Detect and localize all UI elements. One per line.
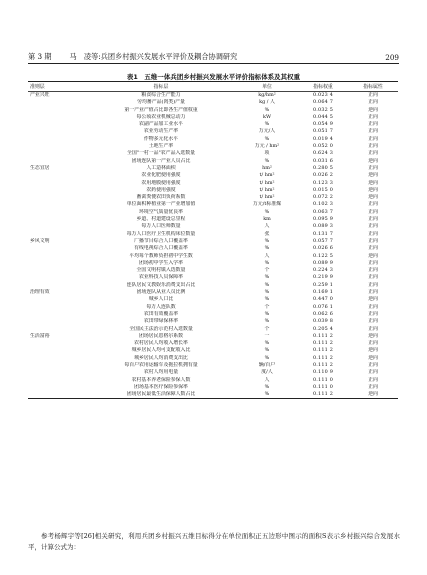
table-row: [28, 245, 398, 252]
criteria-layer-cell: [28, 245, 86, 252]
attribute-cell: 正向: [368, 310, 378, 317]
indicator-table: [28, 81, 398, 399]
indicator-cell: 全国"一村一品"农产品入选数量: [126, 150, 196, 157]
table-row: [28, 107, 398, 114]
criteria-layer-cell: [28, 180, 86, 187]
attribute-cell: 正向: [368, 340, 378, 347]
criteria-layer-cell: [28, 99, 86, 106]
indicator-cell: 农村人均用电量: [143, 369, 179, 376]
indicator-cell: 农用地膜使用强度: [141, 179, 181, 186]
criteria-layer-cell: 生活富裕: [30, 332, 50, 339]
table-row: [28, 223, 398, 230]
attribute-cell: 正向: [368, 376, 378, 383]
indicator-cell: 全国民主法治示范村入选数量: [129, 325, 193, 332]
attribute-cell: 正向: [368, 223, 378, 230]
attribute-cell: 正向: [368, 216, 378, 223]
criteria-layer-cell: [28, 274, 86, 281]
indicator-cell: 环境空气质量优良率: [138, 208, 184, 215]
weight-cell: 0.169 1: [312, 289, 334, 296]
unit-cell: %: [264, 281, 270, 288]
column-header-attribute: 指标属性: [348, 82, 398, 92]
table-caption: 表1 五维一体兵团乡村振兴发展水平评价指标体系及其权重: [126, 73, 301, 81]
indicator-cell: 连队居民文教娱乐消费支出占比: [126, 281, 196, 288]
unit-cell: 度/人: [261, 369, 273, 376]
unit-cell: 人: [264, 376, 270, 383]
table-row: [28, 209, 398, 216]
attribute-cell: 逆向: [368, 296, 378, 303]
weight-cell: 0.089 3: [312, 223, 334, 230]
unit-cell: %: [264, 383, 270, 390]
weight-cell: 0.280 5: [312, 164, 334, 171]
criteria-layer-cell: [28, 355, 86, 362]
weight-cell: 0.023 4: [312, 92, 334, 98]
indicator-cell: 广播节目综合人口覆盖率: [134, 237, 188, 244]
weight-cell: 0.111 0: [312, 376, 334, 383]
table-row: [28, 128, 398, 135]
attribute-cell: 正向: [368, 281, 378, 288]
table-row: [28, 282, 398, 289]
indicator-cell: 团场连队从业人员比例: [136, 289, 186, 296]
attribute-cell: 正向: [368, 201, 378, 208]
weight-cell: 0.102 3: [312, 201, 334, 208]
table-row: [28, 231, 398, 238]
indicator-cell: 单位面积种植业第一产业增加值: [126, 201, 196, 208]
weight-cell: 0.052 0: [312, 143, 334, 150]
attribute-cell: 逆向: [368, 157, 378, 164]
weight-cell: 0.624 3: [312, 150, 334, 157]
indicator-cell: 每万人连队数: [146, 303, 176, 310]
attribute-cell: 正向: [368, 128, 378, 135]
unit-cell: %: [264, 106, 270, 113]
table-row: [28, 121, 398, 128]
criteria-layer-cell: [28, 121, 86, 128]
column-header-weight: 指标权重: [298, 82, 348, 92]
criteria-layer-cell: [28, 326, 86, 333]
indicator-cell: 城乡居民人均消费支出比: [134, 354, 188, 361]
indicator-cell: 农副产品加工业水平: [138, 121, 184, 128]
table-row: [28, 311, 398, 318]
unit-cell: 万元 / hm²: [254, 143, 280, 150]
indicator-cell: 农业劳动生产率: [143, 128, 179, 135]
indicator-cell: 每百户农用运输车及拖拉机拥有量: [124, 361, 198, 368]
criteria-layer-cell: [28, 384, 86, 391]
attribute-cell: 正向: [368, 274, 378, 281]
criteria-layer-cell: [28, 143, 86, 150]
weight-cell: 0.111 2: [312, 332, 334, 339]
criteria-layer-cell: [28, 231, 86, 238]
criteria-layer-cell: 生态宜居: [30, 164, 50, 171]
criteria-layer-cell: [28, 304, 86, 311]
criteria-layer-cell: [28, 194, 86, 201]
attribute-cell: 逆向: [368, 172, 378, 179]
unit-cell: %: [264, 208, 270, 215]
attribute-cell: 正向: [368, 259, 378, 266]
criteria-layer-cell: [28, 172, 86, 179]
weight-cell: 0.032 5: [312, 106, 334, 113]
weight-cell: 0.062 6: [312, 310, 334, 317]
weight-cell: 0.019 4: [312, 135, 334, 142]
weight-cell: 0.057 7: [312, 237, 334, 244]
unit-cell: 万元/t标准煤: [252, 201, 282, 208]
indicator-cell: 每万人口医师数量: [141, 223, 181, 230]
table-row: [28, 216, 398, 223]
attribute-cell: 正向: [368, 92, 378, 98]
unit-cell: %: [264, 289, 270, 296]
criteria-layer-cell: [28, 377, 86, 384]
indicator-cell: 全国文明村镇入选数量: [136, 267, 186, 274]
header-rule: [28, 63, 399, 64]
attribute-cell: 逆向: [368, 347, 378, 354]
criteria-layer-cell: [28, 150, 86, 157]
table-header-row: [28, 82, 398, 92]
table-row: [28, 187, 398, 194]
unit-cell: 万元/人: [258, 128, 276, 135]
attribute-cell: 逆向: [368, 179, 378, 186]
unit-cell: 辆/百户: [258, 361, 276, 368]
criteria-layer-cell: [28, 369, 86, 376]
attribute-cell: 正向: [368, 383, 378, 390]
unit-cell: 人: [264, 223, 270, 230]
weight-cell: 0.063 7: [312, 208, 334, 215]
attribute-cell: 正向: [368, 245, 378, 252]
running-header: [28, 50, 399, 62]
unit-cell: %: [264, 310, 270, 317]
criteria-layer-cell: [28, 282, 86, 289]
attribute-cell: 逆向: [368, 106, 378, 113]
column-header-unit: 单位: [236, 82, 298, 92]
attribute-cell: 正向: [368, 113, 378, 120]
weight-cell: 0.259 1: [312, 281, 334, 288]
indicator-cell: 团场基本医疗保险参保率: [134, 383, 188, 390]
criteria-layer-cell: [28, 128, 86, 135]
criteria-layer-cell: [28, 347, 86, 354]
criteria-layer-cell: [28, 311, 86, 318]
criteria-layer-cell: [28, 209, 86, 216]
weight-cell: 0.110 9: [312, 369, 334, 376]
unit-cell: 人: [264, 252, 270, 259]
unit-cell: %: [264, 318, 270, 325]
table-row: [28, 114, 398, 121]
weight-cell: 0.064 7: [312, 99, 334, 106]
unit-cell: %: [264, 354, 270, 361]
weight-cell: 0.111 2: [312, 347, 334, 354]
indicator-cell: 农田带绿保林率: [143, 318, 179, 325]
unit-cell: t/ hm²: [259, 186, 275, 193]
criteria-layer-cell: [28, 318, 86, 325]
criteria-layer-cell: [28, 267, 86, 274]
table-row: [28, 326, 398, 333]
attribute-cell: 正向: [368, 303, 378, 310]
table-row: [28, 143, 398, 150]
indicator-cell: 团场连队第一产业人员占比: [131, 157, 191, 164]
weight-cell: 0.205 4: [312, 325, 334, 332]
attribute-cell: 逆向: [368, 252, 378, 259]
table-row: [28, 253, 398, 260]
weight-cell: 0.447 0: [312, 296, 334, 303]
weight-cell: 0.131 7: [312, 230, 334, 237]
indicator-cell: 畜禽粪便农田负荷系数: [136, 194, 186, 201]
unit-cell: %: [264, 237, 270, 244]
page-number: 209: [385, 53, 399, 62]
attribute-cell: 正向: [368, 230, 378, 237]
weight-cell: 0.089 9: [312, 259, 334, 266]
unit-cell: %: [264, 340, 270, 347]
criteria-layer-cell: [28, 107, 86, 114]
table-row: [28, 92, 398, 100]
indicator-cell: 每公顷农业机械总动力: [136, 113, 186, 120]
indicator-cell: 土地生产率: [148, 143, 174, 150]
attribute-cell: 正向: [368, 135, 378, 142]
table-row: [28, 165, 398, 172]
table-row: [28, 369, 398, 376]
criteria-layer-cell: [28, 340, 86, 347]
indicator-cell: 平均每个教师负担初中学生数: [129, 252, 193, 259]
table-row: [28, 194, 398, 201]
indicator-cell: 第一产业产值占比即各生产值权重: [124, 106, 198, 113]
unit-cell: hm²: [262, 164, 272, 171]
attribute-cell: 正向: [368, 267, 378, 274]
table-row: [28, 238, 398, 245]
attribute-cell: 正向: [368, 99, 378, 106]
table-row: [28, 260, 398, 267]
attribute-cell: 逆向: [368, 186, 378, 193]
table-row: [28, 304, 398, 311]
table-row: [28, 384, 398, 391]
criteria-layer-cell: [28, 223, 86, 230]
table-row: [28, 296, 398, 303]
indicator-cell: 乡道、村道建设总里程: [136, 216, 186, 223]
indicator-cell: 农村基本养老保险参保人数: [131, 376, 191, 383]
unit-cell: kW: [263, 113, 271, 120]
unit-cell: 项: [264, 150, 270, 157]
indicator-cell: 农田有效覆盖率: [143, 310, 179, 317]
criteria-layer-cell: [28, 296, 86, 303]
indicator-cell: 农业科技人员保障率: [138, 274, 184, 281]
criteria-layer-cell: [28, 158, 86, 165]
attribute-cell: 逆向: [368, 332, 378, 339]
unit-cell: t/ hm²: [259, 172, 275, 179]
issue-number: 第 3 期: [28, 52, 52, 61]
indicator-cell: 农村居民人均收入增长率: [134, 340, 188, 347]
indicator-cell: 农药使用强度: [146, 186, 176, 193]
table-row: [28, 289, 398, 296]
table-row: [28, 340, 398, 347]
table-row: [28, 150, 398, 157]
unit-cell: %: [264, 347, 270, 354]
table-row: [28, 158, 398, 165]
indicator-cell: 团场初中学生入学率: [138, 259, 184, 266]
table-row: [28, 347, 398, 354]
weight-cell: 0.111 2: [312, 354, 334, 361]
unit-cell: %: [236, 391, 298, 399]
table-row: [28, 267, 398, 274]
criteria-layer-cell: [28, 362, 86, 369]
criteria-layer-cell: [28, 114, 86, 121]
column-header-indicator: 指标层: [86, 82, 236, 92]
indicator-cell: 农业化肥使用强度: [141, 172, 181, 179]
weight-cell: 0.039 8: [312, 318, 334, 325]
indicator-cell: 粮食综合生产能力: [141, 92, 181, 98]
criteria-layer-cell: [28, 201, 86, 208]
unit-cell: %: [264, 157, 270, 164]
unit-cell: t/ hm²: [259, 194, 275, 201]
indicator-cell: 团场居民恩格尔系数: [138, 332, 184, 339]
unit-cell: 张: [264, 230, 270, 237]
criteria-layer-cell: [28, 136, 86, 143]
attribute-cell: 逆向: [348, 391, 398, 399]
attribute-cell: 正向: [368, 237, 378, 244]
weight-cell: 0.122 5: [312, 252, 334, 259]
table-row: [28, 362, 398, 369]
table-row: [28, 180, 398, 187]
unit-cell: %: [264, 296, 270, 303]
weight-cell: 0.031 6: [312, 157, 334, 164]
weight-cell: 0.219 9: [312, 274, 334, 281]
criteria-layer-cell: [28, 216, 86, 223]
unit-cell: km: [263, 216, 271, 223]
attribute-cell: 逆向: [368, 194, 378, 201]
criteria-layer-cell: [28, 260, 86, 267]
indicator-cell: 城乡居民人均可支配收入比: [131, 347, 191, 354]
weight-cell: 0.111 2: [312, 361, 334, 368]
table-row: [28, 274, 398, 281]
weight-cell: 0.026 6: [312, 245, 334, 252]
table-row: [28, 355, 398, 362]
unit-cell: %: [264, 274, 270, 281]
criteria-layer-cell: [28, 391, 86, 399]
article-running-title: 马 凌等:兵团乡村振兴发展水平评价及耦合协调研究: [69, 52, 238, 61]
weight-cell: 0.051 7: [312, 128, 334, 135]
attribute-cell: 正向: [368, 325, 378, 332]
attribute-cell: 逆向: [368, 354, 378, 361]
unit-cell: 个: [264, 303, 270, 310]
indicator-cell: 人工造林面积: [146, 164, 176, 171]
criteria-layer-cell: [28, 253, 86, 260]
indicator-cell: 有线电视综合人口覆盖率: [134, 245, 188, 252]
body-paragraph: 参考杨辉宇等[26]相关研究，利用兵团乡村振兴五维目标得分在单位面积正五边形中图示的面积S表示乡村振兴综合发展水平，计算公式为：: [28, 532, 400, 551]
weight-cell: 0.111 0: [312, 383, 334, 390]
attribute-cell: 正向: [368, 121, 378, 128]
weight-cell: 0.111 2: [298, 391, 348, 399]
attribute-cell: 正向: [368, 369, 378, 376]
unit-cell: 个: [264, 267, 270, 274]
table-row: [28, 318, 398, 325]
unit-cell: t/ hm²: [259, 179, 275, 186]
unit-cell: kg / 人: [259, 99, 275, 106]
table-row: [28, 136, 398, 143]
column-header-layer: 准则层: [28, 82, 86, 92]
unit-cell: %: [264, 135, 270, 142]
attribute-cell: 正向: [368, 318, 378, 325]
indicator-cell: 每万人口医疗卫生机构床位数量: [126, 230, 196, 237]
weight-cell: 0.095 9: [312, 216, 334, 223]
unit-cell: kg/hm²: [258, 92, 276, 98]
attribute-cell: 正向: [368, 143, 378, 150]
unit-cell: %: [264, 245, 270, 252]
weight-cell: 0.054 9: [312, 121, 334, 128]
unit-cell: 一: [264, 332, 270, 339]
weight-cell: 0.015 0: [312, 186, 334, 193]
weight-cell: 0.044 5: [312, 113, 334, 120]
table-row: [28, 333, 398, 340]
weight-cell: 0.026 2: [312, 172, 334, 179]
attribute-cell: 正向: [368, 361, 378, 368]
unit-cell: %: [264, 121, 270, 128]
criteria-layer-cell: 乡风文明: [30, 237, 50, 244]
unit-cell: 个: [264, 325, 270, 332]
table-row: [28, 391, 398, 399]
weight-cell: 0.111 2: [312, 340, 334, 347]
weight-cell: 0.123 3: [312, 179, 334, 186]
indicator-cell: 团场居民最低生活保障人数占比: [86, 391, 236, 399]
indicator-cell: 劳均畜产品(肉类)产量: [137, 99, 185, 106]
unit-cell: %: [264, 259, 270, 266]
weight-cell: 0.224 3: [312, 267, 334, 274]
weight-cell: 0.072 2: [312, 194, 334, 201]
indicator-cell: 作物多元化水平: [143, 135, 179, 142]
attribute-cell: 正向: [368, 289, 378, 296]
criteria-layer-cell: 产业兴旺: [30, 92, 50, 98]
table-row: [28, 172, 398, 179]
indicator-cell: 城乡人口比: [148, 296, 174, 303]
table-row: [28, 377, 398, 384]
attribute-cell: 正向: [368, 150, 378, 157]
table-row: [28, 201, 398, 208]
attribute-cell: 正向: [368, 208, 378, 215]
weight-cell: 0.076 1: [312, 303, 334, 310]
criteria-layer-cell: [28, 187, 86, 194]
attribute-cell: 正向: [368, 164, 378, 171]
table-row: [28, 99, 398, 106]
criteria-layer-cell: 治理有效: [30, 289, 50, 296]
